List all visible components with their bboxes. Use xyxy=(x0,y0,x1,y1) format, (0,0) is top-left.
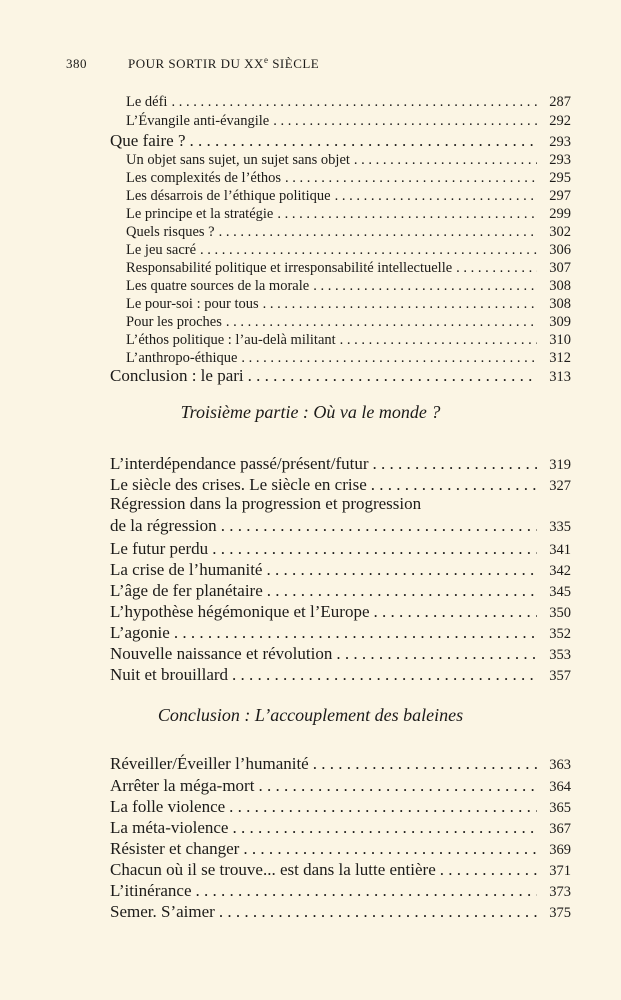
toc-entry xyxy=(0,754,621,774)
toc-entry-page-number: 308 xyxy=(549,296,571,312)
toc-entry xyxy=(0,170,621,187)
toc-entry-label: L’interdépendance passé/présent/futur xyxy=(110,454,369,473)
toc-entry-label: La méta-violence xyxy=(110,818,229,837)
toc-entry-page-number: 353 xyxy=(549,647,571,663)
toc-entry-page-number: 335 xyxy=(549,519,571,535)
dot-leader xyxy=(171,94,537,111)
toc-entry xyxy=(0,860,621,880)
toc-entry xyxy=(0,475,621,495)
dot-leader xyxy=(232,665,537,685)
toc-entry xyxy=(0,242,621,259)
dot-leader xyxy=(248,366,537,386)
toc-entry-page-number: 307 xyxy=(549,260,571,276)
toc-entry xyxy=(0,644,621,664)
toc-entry-page-number: 293 xyxy=(549,152,571,168)
dot-leader xyxy=(229,797,537,817)
running-head xyxy=(66,55,581,72)
toc-entry-page-number: 313 xyxy=(549,369,571,385)
toc-entry-label: Résister et changer xyxy=(110,839,240,858)
toc-entry-label: Le jeu sacré xyxy=(126,242,197,258)
dot-leader xyxy=(336,644,537,664)
toc-entry-page-number: 310 xyxy=(549,332,571,348)
toc-entry-page-number: 293 xyxy=(549,134,571,150)
toc-entry-wrapped-line: Régression dans la progression et progression xyxy=(110,494,422,513)
toc-entry-page-number: 319 xyxy=(549,457,571,473)
toc-entry-page-number: 363 xyxy=(549,757,571,773)
toc-entry xyxy=(0,881,621,901)
toc-entry-page-number: 297 xyxy=(549,188,571,204)
toc-entry-page-number: 373 xyxy=(549,884,571,900)
toc-entry-label: Responsabilité politique et irresponsabilité intellectuelle xyxy=(126,260,453,276)
toc-entry-page-number: 302 xyxy=(549,224,571,240)
dot-leader xyxy=(267,581,537,601)
toc-entry-label: Pour les proches xyxy=(126,314,222,330)
dot-leader xyxy=(212,539,537,559)
dot-leader xyxy=(335,188,537,205)
toc-entry xyxy=(0,206,621,223)
toc-entry-label: Le pour-soi : pour tous xyxy=(126,296,259,312)
toc-entry xyxy=(0,665,621,685)
toc-entry-label: L’hypothèse hégémonique et l’Europe xyxy=(110,602,370,621)
dot-leader xyxy=(221,516,537,536)
toc-entry-label: Conclusion : le pari xyxy=(110,366,244,385)
toc-entry-page-number: 295 xyxy=(549,170,571,186)
toc-entry-page-number: 287 xyxy=(549,94,571,110)
toc-entry-label: Le principe et la stratégie xyxy=(126,206,274,222)
toc-entry-label: Un objet sans sujet, un sujet sans objet xyxy=(126,152,350,168)
running-title: POUR SORTIR DU XXe SIÈCLE xyxy=(128,55,320,71)
toc-entry-page-number: 345 xyxy=(549,584,571,600)
dot-leader xyxy=(340,332,537,349)
toc-entry xyxy=(0,776,621,796)
toc-entry-label: L’Évangile anti-évangile xyxy=(126,113,270,129)
part-three-heading: Troisième partie : Où va le monde ? xyxy=(180,402,441,422)
toc-entry-page-number: 357 xyxy=(549,668,571,684)
dot-leader xyxy=(354,152,537,169)
toc-entry-label: Réveiller/Éveiller l’humanité xyxy=(110,754,309,773)
toc-entry xyxy=(0,902,621,922)
dot-leader xyxy=(273,113,537,130)
toc-entry xyxy=(0,350,621,367)
toc-entry xyxy=(0,131,621,151)
toc-entry xyxy=(0,539,621,559)
toc-entry-label: de la régression xyxy=(110,516,217,535)
page-number: 380 xyxy=(66,56,87,71)
toc-entry-page-number: 369 xyxy=(549,842,571,858)
toc-entry-page-number: 342 xyxy=(549,563,571,579)
dot-leader xyxy=(373,454,537,474)
toc-entry-label: Le défi xyxy=(126,94,168,110)
toc-entry-page-number: 341 xyxy=(549,542,571,558)
toc-entry-label: Quels risques ? xyxy=(126,224,215,240)
toc-entry-label: Chacun où il se trouve... est dans la lutte entière xyxy=(110,860,436,879)
toc-entry xyxy=(0,278,621,295)
dot-leader xyxy=(374,602,538,622)
toc-entry xyxy=(0,516,621,536)
toc-entry xyxy=(0,818,621,838)
toc-entry-label: L’âge de fer planétaire xyxy=(110,581,263,600)
toc-entry-page-number: 292 xyxy=(549,113,571,129)
toc-entry xyxy=(0,332,621,349)
dot-leader xyxy=(232,818,537,838)
toc-entry xyxy=(0,839,621,859)
toc-entry-page-number: 364 xyxy=(549,779,571,795)
toc-entry-label: L’anthropo-éthique xyxy=(126,350,238,366)
toc-entry-page-number: 352 xyxy=(549,626,571,642)
toc-entry xyxy=(0,152,621,169)
toc-entry-label: Arrêter la méga-mort xyxy=(110,776,255,795)
dot-leader xyxy=(277,206,537,223)
dot-leader xyxy=(196,881,538,901)
toc-entry xyxy=(0,260,621,277)
toc-entry-label: Nuit et brouillard xyxy=(110,665,229,684)
toc-entry xyxy=(0,623,621,643)
dot-leader xyxy=(313,278,537,295)
toc-entry-label: Le siècle des crises. Le siècle en crise xyxy=(110,475,367,494)
toc-entry xyxy=(0,113,621,130)
toc-entry-page-number: 371 xyxy=(549,863,571,879)
toc-entry-page-number: 312 xyxy=(549,350,571,366)
toc-entry xyxy=(0,602,621,622)
dot-leader xyxy=(219,902,537,922)
dot-leader xyxy=(243,839,537,859)
toc-entry-page-number: 299 xyxy=(549,206,571,222)
dot-leader xyxy=(313,754,537,774)
toc-entry-page-number: 306 xyxy=(549,242,571,258)
toc-entry xyxy=(0,797,621,817)
conclusion-heading: Conclusion : L’accouplement des baleines xyxy=(157,705,464,725)
toc-entry-page-number: 327 xyxy=(549,478,571,494)
dot-leader xyxy=(190,131,537,151)
dot-leader xyxy=(263,296,537,313)
toc-entry-label: Les quatre sources de la morale xyxy=(126,278,310,294)
toc-entry xyxy=(0,188,621,205)
toc-entry xyxy=(0,366,621,386)
dot-leader xyxy=(266,560,537,580)
toc-entry xyxy=(0,314,621,331)
toc-entry-label: L’éthos politique : l’au-delà militant xyxy=(126,332,336,348)
toc-entry-page-number: 350 xyxy=(549,605,571,621)
toc-entry-label: Le futur perdu xyxy=(110,539,209,558)
toc-entry-page-number: 367 xyxy=(549,821,571,837)
toc-entry xyxy=(0,224,621,241)
toc-entry-label: L’agonie xyxy=(110,623,170,642)
toc-entry-page-number: 365 xyxy=(549,800,571,816)
dot-leader xyxy=(371,475,537,495)
dot-leader xyxy=(258,776,537,796)
toc-entry xyxy=(0,560,621,580)
dot-leader xyxy=(456,260,537,277)
toc-entry-label: Nouvelle naissance et révolution xyxy=(110,644,333,663)
toc-entry-label: La crise de l’humanité xyxy=(110,560,263,579)
toc-entry-page-number: 375 xyxy=(549,905,571,921)
dot-leader xyxy=(219,224,537,241)
dot-leader xyxy=(285,170,537,187)
toc-entry xyxy=(0,454,621,474)
dot-leader xyxy=(200,242,537,259)
toc-entry-label: Les complexités de l’éthos xyxy=(126,170,282,186)
toc-entry xyxy=(0,296,621,313)
dot-leader xyxy=(241,350,537,367)
toc-entry-label: Que faire ? xyxy=(110,131,186,150)
dot-leader xyxy=(440,860,537,880)
toc-entry-label: Les désarrois de l’éthique politique xyxy=(126,188,331,204)
toc-entry-label: La folle violence xyxy=(110,797,226,816)
dot-leader xyxy=(174,623,537,643)
toc-entry xyxy=(0,94,621,111)
toc-entry-page-number: 309 xyxy=(549,314,571,330)
dot-leader xyxy=(226,314,537,331)
toc-entry-page-number: 308 xyxy=(549,278,571,294)
toc-entry-label: L’itinérance xyxy=(110,881,192,900)
toc-entry-label: Semer. S’aimer xyxy=(110,902,215,921)
toc-entry xyxy=(0,581,621,601)
